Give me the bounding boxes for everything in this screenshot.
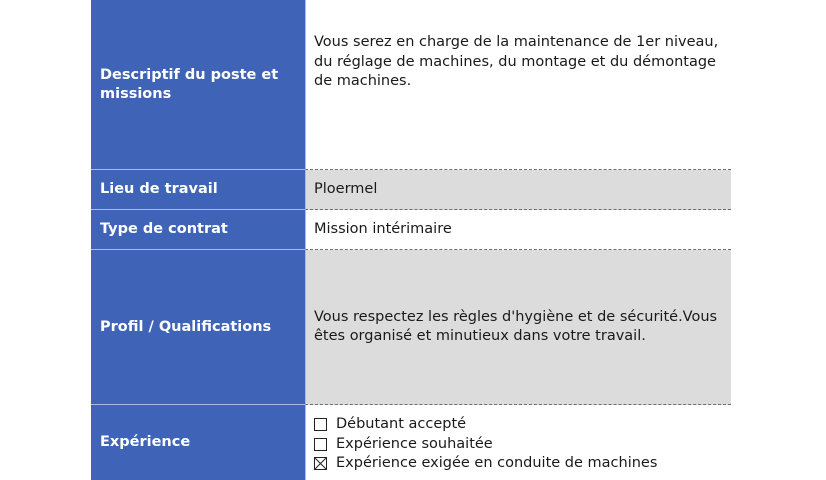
checkbox-icon[interactable] xyxy=(314,438,327,451)
experience-option[interactable] xyxy=(314,435,721,455)
row-contract xyxy=(91,210,731,250)
job-offer-table xyxy=(91,0,731,480)
row-experience xyxy=(91,405,731,480)
row-description xyxy=(91,0,731,170)
contract-value: Mission intérimaire xyxy=(305,210,731,250)
checkbox-icon[interactable] xyxy=(314,418,327,431)
location-value: Ploermel xyxy=(305,170,731,210)
experience-option-label: Débutant accepté xyxy=(336,416,467,432)
experience-options xyxy=(305,405,731,480)
location-label: Lieu de travail xyxy=(91,170,305,210)
description-label: Descriptif du poste et missions xyxy=(91,0,305,170)
profile-value: Vous respectez les règles d'hygiène et de sécurité.Vous êtes organisé et minutieux dans votre travail. xyxy=(305,250,731,405)
profile-label: Profil / Qualifications xyxy=(91,250,305,405)
experience-option-label: Expérience exigée en conduite de machines xyxy=(336,455,658,471)
experience-option-label: Expérience souhaitée xyxy=(336,435,493,452)
row-location xyxy=(91,170,731,210)
check-mark-icon xyxy=(315,439,326,450)
experience-option[interactable] xyxy=(314,415,721,435)
description-value: Vous serez en charge de la maintenance de 1er niveau, du réglage de machines, du montage et du démontage de machines. xyxy=(305,0,731,170)
experience-label: Expérience xyxy=(91,405,305,480)
check-mark-icon xyxy=(315,458,326,469)
experience-option[interactable] xyxy=(314,454,721,474)
check-mark-icon xyxy=(315,419,326,430)
contract-label: Type de contrat xyxy=(91,210,305,250)
row-profile xyxy=(91,250,731,405)
checkbox-icon[interactable] xyxy=(314,457,327,470)
